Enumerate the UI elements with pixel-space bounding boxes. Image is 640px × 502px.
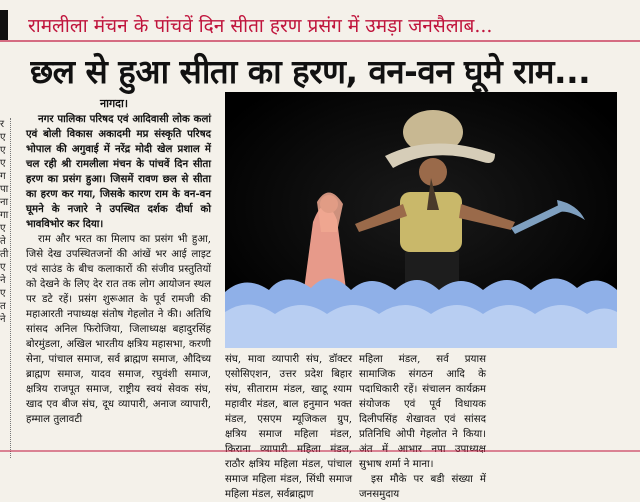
side-column-fragment: ना	[0, 197, 9, 208]
article-kicker: रामलीला मंचन के पांचवें दिन सीता हरण प्रसंग में उमड़ा जनसैलाब...	[28, 15, 493, 37]
side-column-fragment: ए	[0, 223, 6, 234]
side-column-fragment: ने	[0, 275, 6, 286]
article-photo	[225, 92, 617, 348]
side-column-fragment: र	[0, 119, 5, 130]
paragraph-lead: नगर पालिका परिषद एवं आदिवासी लोक कलां एवं बोली विकास अकादमी मप्र संस्कृति परिषद भोपाल की अगुवाई में नरेंद्र मोदी खेल प्रशाल में चल रही श्री रामलीला मंचन के पांचवें दिन सीता हरण का प्रसंग हुआ। जिसमें रावण छल से सीता का हरण कर गया, जिसके कारण राम के वन-वन घूमने के नजारे ने उपस्थित दर्शक दीर्घा को भावविभोर कर दिया।	[26, 113, 211, 230]
side-column-fragment: ने	[0, 314, 6, 325]
side-column-fragment: ग	[0, 171, 6, 182]
side-column-fragment: ए	[0, 288, 6, 299]
top-divider	[0, 40, 640, 42]
side-column-fragment: त	[0, 301, 6, 312]
article-column-3-text: महिला मंडल, सर्व प्रयास सामाजिक संगठन आदि के पदाधिकारी रहें। संचालन कार्यक्रम संयोजक एवं पूर्व विधायक दिलीपसिंह शेखावत एवं सांसद प्रतिनिधि ओपी गेहलोत ने किया। सुभाष शर्मा ने माना।	[359, 354, 486, 470]
article-headline: छल से हुआ सीता का हरण, वन-वन घूमे राम...	[30, 52, 591, 91]
side-column-fragment: ए	[0, 132, 6, 143]
side-column-fragment: पा	[0, 184, 9, 195]
dateline: नागदा।	[100, 97, 129, 110]
paragraph-2: राम और भरत का मिलाप का प्रसंग भी हुआ, जिसे देख उपस्थितजनों की आंखें भर आई लाइट एवं साउंड के बीच कलाकारों की संजीव प्रस्तुतियों को देखने के लिए देर रात तक लोग आयोजन स्थल पर डटे रहें। प्रसंग शुरूआत के पूर्व रामजी की महाआरती नपाध्यक्ष संतोष गेहलोत ने की। अतिथि सांसद अनिल फिरोजिया, जिलाध्यक्ष बहादुरसिंह बोरमुंडला, अखिल भारतीय क्षत्रिय महासभा, करणी सेना, पांचाल समाज, सर्व ब्राह्मण समाज, औदिच्य ब्राह्मण समाज, यादव समाज, रघुवंशी समाज, क्षत्रिय राजपूत समाज, राष्ट्रीय स्वयं सेवक संघ, खाद एव बीज संघ, दूध व्यापारी, अनाज व्यापारी, हम्माल तुलावटी	[26, 234, 211, 425]
bottom-divider	[0, 450, 640, 452]
side-column-fragment: ते	[0, 236, 6, 247]
article-column-3-continued: इस मौके पर बडी संख्या में जनसमुदाय	[359, 474, 486, 500]
article-column-1	[26, 112, 211, 427]
article-lower-columns	[225, 352, 620, 500]
article-column-3	[359, 352, 486, 502]
side-column-fragment: ती	[0, 249, 9, 260]
stage-scene-illustration	[225, 92, 617, 348]
adjacent-column-clipped	[0, 118, 11, 458]
side-column-fragment: गा	[0, 210, 9, 221]
side-column-fragment: ए	[0, 262, 6, 273]
page-edge-mark	[0, 10, 8, 40]
side-column-fragment: ए	[0, 158, 6, 169]
side-column-fragment: ए	[0, 145, 6, 156]
article-column-2: संघ, मावा व्यापारी संघ, डॉक्टर एसोसिएशन, उत्तर प्रदेश बिहार संघ, सीताराम मंडल, खाटू श्याम महावीर मंडल, बाल हनुमान भक्त मंडल, एसएम म्यूजिकल ग्रुप, क्षत्रिय समाज महिला मंडल, राठौर क्षत्रिय महिला मंडल, पांचाल समाज महिला मंडल, सिंधी समाज महिला मंडल, सर्वब्राह्मण	[225, 354, 352, 500]
